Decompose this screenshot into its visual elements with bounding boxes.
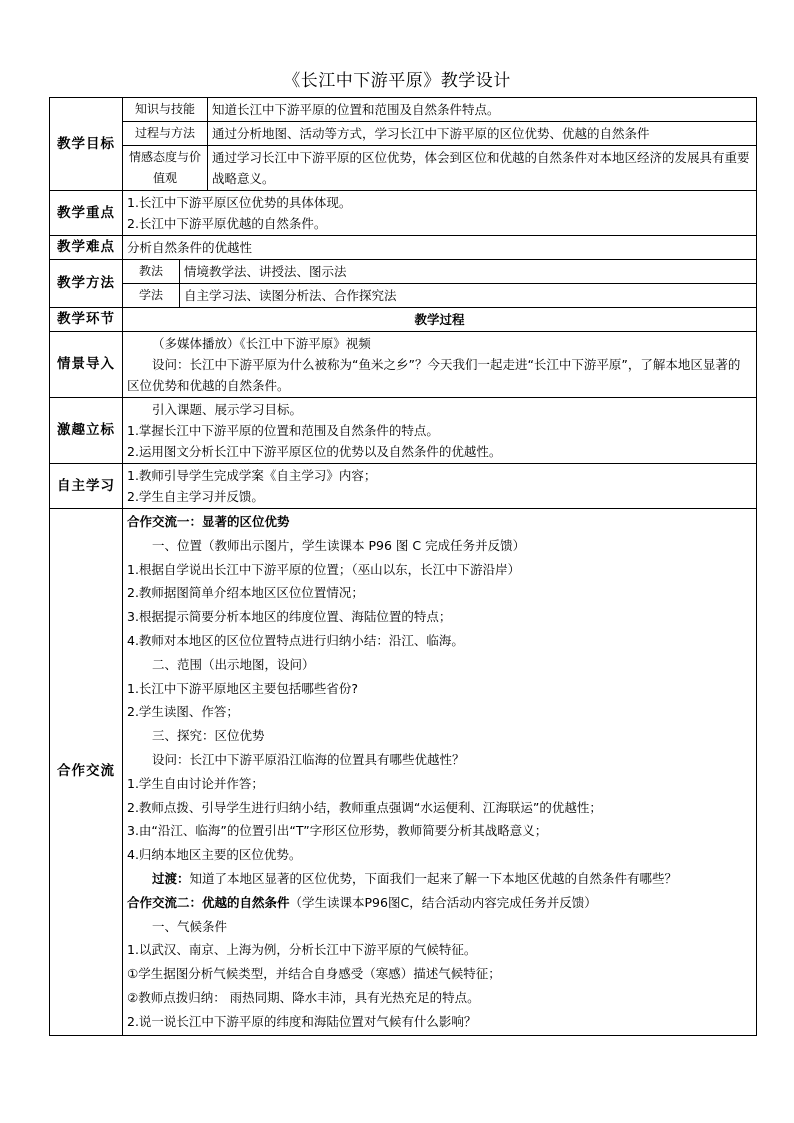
part2-heading-line bbox=[127, 891, 752, 915]
part1-line: 2.教师据图简单介绍本地区区位位置情况； bbox=[127, 585, 364, 601]
part1-section-range: 二、范围（出示地图，设问） bbox=[152, 656, 315, 672]
goal-row-knowledge bbox=[50, 98, 757, 122]
part1-question: 设问：长江中下游平原沿江临海的位置具有哪些优越性？ bbox=[152, 751, 465, 767]
lesson-plan-table bbox=[49, 97, 757, 1036]
transition-label: 过渡： bbox=[152, 870, 190, 886]
difficulty-text: 分析自然条件的优越性 bbox=[123, 236, 757, 260]
motivate-line: 引入课题、展示学习目标。 bbox=[152, 402, 303, 417]
part1-line: 1.长江中下游平原地区主要包括哪些省份? bbox=[127, 680, 359, 696]
part1-line: 1.学生自由讨论并作答； bbox=[127, 775, 264, 791]
method-label-learning: 学法 bbox=[123, 284, 180, 308]
key-points-heading: 教学重点 bbox=[50, 191, 123, 236]
transition-line bbox=[127, 867, 752, 891]
key-point-item: 1.长江中下游平原区位优势的具体体现。 bbox=[127, 195, 352, 210]
process-stage-header: 教学环节 bbox=[50, 308, 123, 332]
method-text-teaching: 情境教学法、讲授法、图示法 bbox=[180, 260, 757, 284]
goals-heading: 教学目标 bbox=[50, 98, 123, 191]
part1-line: 4.归纳本地区主要的区位优势。 bbox=[127, 847, 302, 863]
motivate-row bbox=[50, 398, 757, 464]
part2-line: ②教师点拨归纳： 雨热同期、降水丰沛，具有光热充足的特点。 bbox=[127, 989, 480, 1005]
difficulty-heading: 教学难点 bbox=[50, 236, 123, 260]
part1-section-explore: 三、探究：区位优势 bbox=[152, 728, 265, 744]
cooperate-row bbox=[50, 509, 757, 1036]
transition-text: 知道了本地区显著的区位优势，下面我们一起来了解一下本地区优越的自然条件有哪些？ bbox=[189, 870, 678, 886]
document-title: 《长江中下游平原》教学设计 bbox=[283, 71, 511, 91]
intro-heading: 情景导入 bbox=[50, 332, 123, 398]
method-label-teaching: 教法 bbox=[123, 260, 180, 284]
self-study-heading: 自主学习 bbox=[50, 464, 123, 509]
motivate-line: 1.掌握长江中下游平原的位置和范围及自然条件的特点。 bbox=[127, 423, 439, 438]
goal-text-knowledge: 知道长江中下游平原的位置和范围及自然条件特点。 bbox=[208, 98, 757, 122]
goal-label-process: 过程与方法 bbox=[123, 122, 208, 146]
part2-line: 1.以武汉、南京、上海为例，分析长江中下游平原的气候特征。 bbox=[127, 942, 477, 958]
intro-row bbox=[50, 332, 757, 398]
methods-heading: 教学方法 bbox=[50, 260, 123, 308]
process-content-header: 教学过程 bbox=[123, 308, 757, 332]
goal-row-attitude bbox=[50, 146, 757, 191]
method-row-learning bbox=[50, 284, 757, 308]
process-header-row bbox=[50, 308, 757, 332]
part1-line: 3.由“沿江、临海”的位置引出“T”字形区位形势，教师简要分析其战略意义； bbox=[127, 823, 548, 839]
goal-label-attitude: 情感态度与价值观 bbox=[123, 146, 208, 191]
self-study-line: 1.教师引导学生完成学案《自主学习》内容； bbox=[127, 468, 377, 483]
part1-line: 1.根据自学说出长江中下游平原的位置；（巫山以东，长江中下游沿岸） bbox=[127, 561, 521, 577]
part2-line: 2.说一说长江中下游平原的纬度和海陆位置对气候有什么影响？ bbox=[127, 1013, 477, 1029]
part2-title: 合作交流二：优越的自然条件 bbox=[127, 894, 290, 910]
self-study-line: 2.学生自主学习并反馈。 bbox=[127, 489, 264, 504]
self-study-row bbox=[50, 464, 757, 509]
goal-text-process: 通过分析地图、活动等方式，学习长江中下游平原的区位优势、优越的自然条件 bbox=[208, 122, 757, 146]
part2-section-climate: 一、气候条件 bbox=[152, 918, 228, 934]
key-point-item: 2.长江中下游平原优越的自然条件。 bbox=[127, 216, 327, 231]
goal-row-process bbox=[50, 122, 757, 146]
intro-line: （多媒体播放）《长江中下游平原》视频 bbox=[152, 336, 371, 351]
cooperate-heading: 合作交流 bbox=[50, 509, 123, 1036]
part2-line: ①学生据图分析气候类型，并结合自身感受（寒感）描述气候特征； bbox=[127, 966, 501, 982]
part1-line: 2.学生读图、作答； bbox=[127, 704, 239, 720]
part2-note: （学生读课本P96图C，结合活动内容完成任务并反馈） bbox=[289, 894, 597, 910]
part1-line: 2.教师点拨、引导学生进行归纳小结，教师重点强调“水运便利、江海联运”的优越性； bbox=[127, 799, 602, 815]
part1-title: 合作交流一：显著的区位优势 bbox=[127, 514, 290, 529]
part1-line: 3.根据提示简要分析本地区的纬度位置、海陆位置的特点； bbox=[127, 609, 452, 625]
part1-line: 4.教师对本地区的区位位置特点进行归纳小结：沿江、临海。 bbox=[127, 632, 464, 648]
goal-label-knowledge: 知识与技能 bbox=[123, 98, 208, 122]
part1-section-location: 一、位置（教师出示图片，学生读课本 P96 图 C 完成任务并反馈） bbox=[152, 537, 526, 553]
method-row-teaching bbox=[50, 260, 757, 284]
key-points-row bbox=[50, 191, 757, 236]
intro-question: 设问：长江中下游平原为什么被称为“鱼米之乡”？今天我们一起走进“长江中下游平原”，了解本地区显著的区位优势和优越的自然条件。 bbox=[127, 357, 741, 393]
difficulty-row bbox=[50, 236, 757, 260]
method-text-learning: 自主学习法、读图分析法、合作探究法 bbox=[180, 284, 757, 308]
goal-text-attitude: 通过学习长江中下游平原的区位优势，体会到区位和优越的自然条件对本地区经济的发展具有重要战略意义。 bbox=[208, 146, 757, 191]
motivate-line: 2.运用图文分析长江中下游平原区位的优势以及自然条件的优越性。 bbox=[127, 444, 502, 459]
motivate-heading: 激趣立标 bbox=[50, 398, 123, 464]
